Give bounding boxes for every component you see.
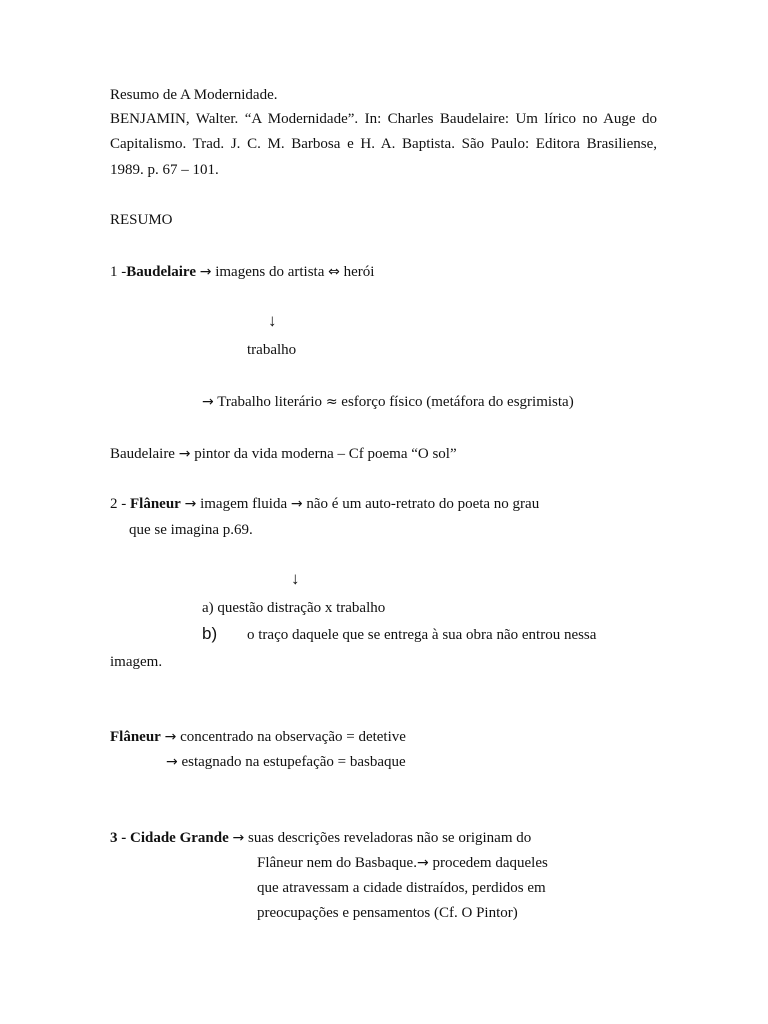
section-3-line-4: preocupações e pensamentos (Cf. O Pintor) <box>257 905 518 921</box>
down-arrow-icon: ↓ <box>268 311 277 330</box>
section-2-term: Flâneur <box>130 496 181 512</box>
right-arrow-icon: → <box>178 446 191 462</box>
reference-line-1: BENJAMIN, Walter. “A Modernidade”. In: Charles Baudelaire: Um lírico no Auge do <box>110 111 657 127</box>
baudelaire-term: Baudelaire <box>110 446 175 462</box>
item-b <box>202 624 217 645</box>
section-3-term: Cidade Grande <box>130 830 229 846</box>
right-arrow-icon: → <box>290 496 303 512</box>
approx-icon: ≈ <box>325 394 338 410</box>
trabalho-label: trabalho <box>247 342 297 358</box>
section-2-number: 2 - <box>110 496 127 512</box>
item-b-label: b) <box>202 624 218 643</box>
baudelaire-text: pintor da vida moderna – Cf poema “O sol” <box>194 446 457 462</box>
down-arrow-icon: ↓ <box>291 569 300 588</box>
literary-work-text-b: esforço físico (metáfora do esgrimista) <box>341 394 574 410</box>
section-2-continuation: que se imagina p.69. <box>129 522 253 538</box>
section-3-line-2 <box>257 853 548 873</box>
section-3-line-3: que atravessam a cidade distraídos, perdidos em <box>257 880 546 896</box>
flaneur-term: Flâneur <box>110 729 161 745</box>
right-arrow-icon: → <box>166 754 178 770</box>
reference-line-2: Capitalismo. Trad. J. C. M. Barbosa e H. A. Baptista. São Paulo: Editora Brasiliense, <box>110 136 657 152</box>
flaneur-line-1-text: concentrado na observação = detetive <box>180 729 406 745</box>
right-arrow-icon: → <box>416 855 429 871</box>
section-2-line <box>110 494 539 514</box>
flaneur-line-2 <box>166 752 406 772</box>
right-arrow-icon: → <box>232 830 245 846</box>
document-title: Resumo de A Modernidade. <box>110 87 278 103</box>
section-1-number: 1 - <box>110 264 127 280</box>
section-1-text-b: herói <box>343 264 375 280</box>
double-arrow-icon: ⇔ <box>328 264 340 280</box>
literary-work-text-a: Trabalho literário <box>217 394 323 410</box>
literary-work-line <box>202 392 574 412</box>
item-b-continuation: imagem. <box>110 654 163 670</box>
right-arrow-icon: → <box>164 729 177 745</box>
section-3-line <box>110 828 531 848</box>
section-2-text-a: imagem fluida <box>200 496 288 512</box>
section-1-line <box>110 262 374 282</box>
section-1-term: Baudelaire <box>126 264 196 280</box>
right-arrow-icon: → <box>202 394 214 410</box>
section-3-text-1: suas descrições reveladoras não se originam do <box>248 830 532 846</box>
section-3-number: 3 - <box>110 830 127 846</box>
resumo-heading: RESUMO <box>110 212 173 228</box>
section-2-text-b: não é um auto-retrato do poeta no grau <box>306 496 540 512</box>
flaneur-line-1 <box>110 727 406 747</box>
right-arrow-icon: → <box>199 264 212 280</box>
flaneur-line-2-text: estagnado na estupefação = basbaque <box>181 754 406 770</box>
baudelaire-line <box>110 444 457 464</box>
item-a: a) questão distração x trabalho <box>202 600 386 616</box>
section-3-text-2: Flâneur nem do Basbaque. <box>257 855 417 871</box>
section-1-text-a: imagens do artista <box>215 264 325 280</box>
section-3-text-2b: procedem daqueles <box>432 855 548 871</box>
item-b-text: o traço daquele que se entrega à sua obra não entrou nessa <box>247 627 597 643</box>
right-arrow-icon: → <box>184 496 197 512</box>
reference-line-3: 1989. p. 67 – 101. <box>110 162 219 178</box>
